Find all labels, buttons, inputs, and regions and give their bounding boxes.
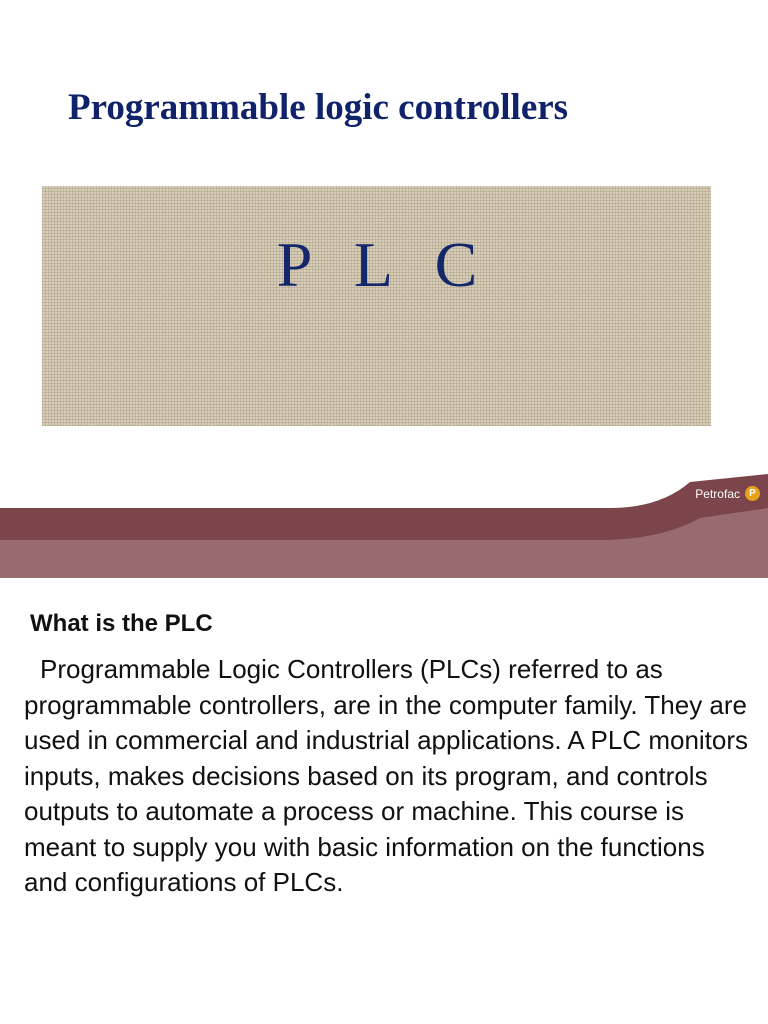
section-heading: What is the PLC [30,610,213,637]
company-name: Petrofac [695,486,740,501]
banner-heading: P L C [276,229,492,300]
body-paragraph: Programmable Logic Controllers (PLCs) referred to as programmable controllers, are in the computer family. They are used in commercial and industrial applications. A PLC monitors inputs, makes decisions based on its program, and controls outputs to automate a process or machine. This course is meant to supply you with basic information on the functions and configurations of PLCs. [24,654,749,897]
petrofac-logo-icon: P [745,486,760,501]
slide-title: Programmable logic controllers [68,87,569,128]
company-brand [695,486,760,501]
footer-band [0,474,768,578]
burlap-banner [42,186,711,426]
